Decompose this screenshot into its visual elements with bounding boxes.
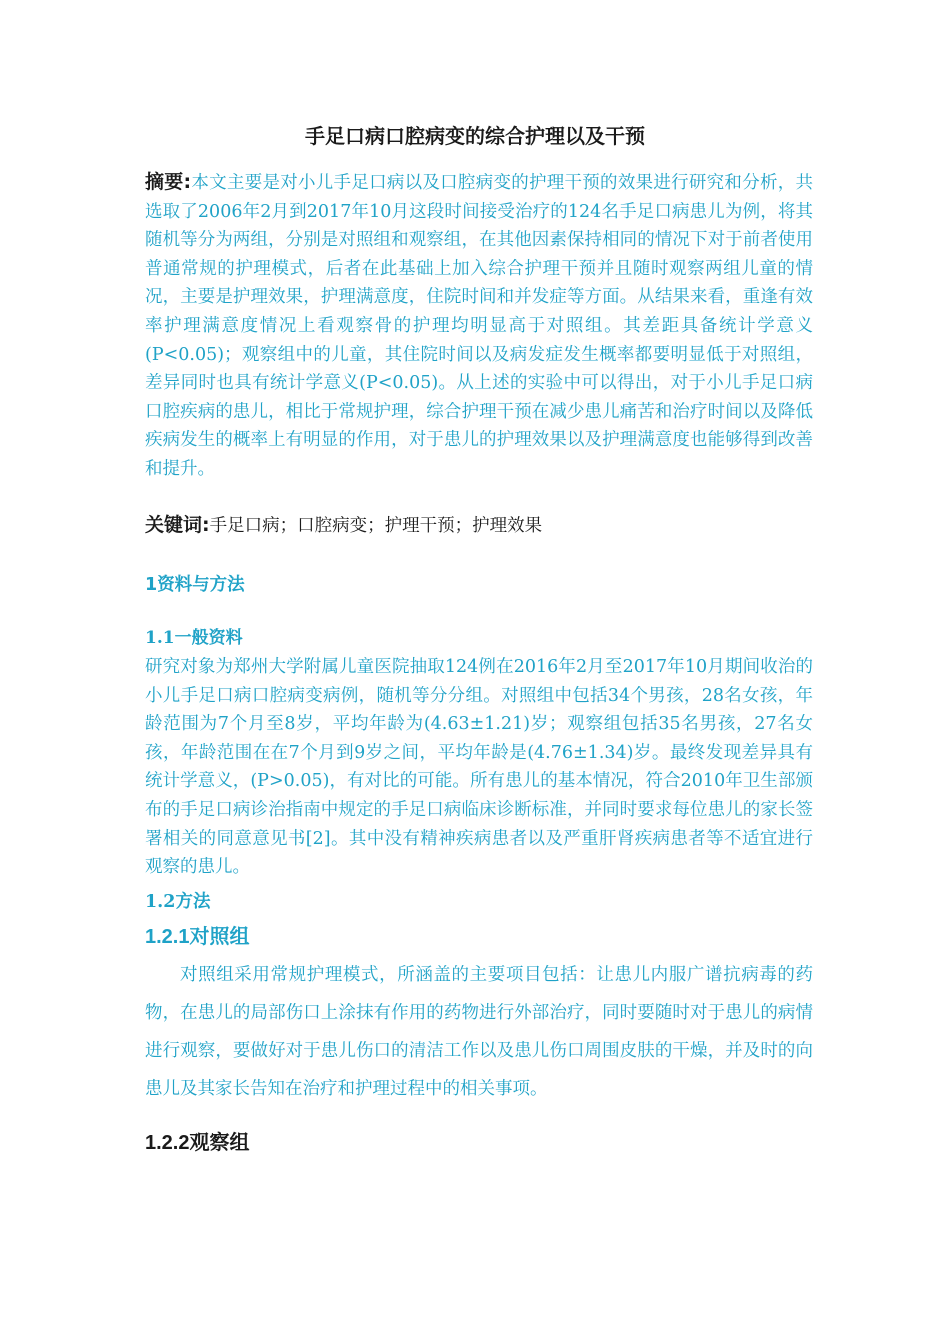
section-1-2-1-title: 对照组 xyxy=(189,924,250,948)
section-1-title: 资料与方法 xyxy=(157,575,245,595)
section-1-2-2-number: 1.2.2 xyxy=(145,1132,190,1154)
abstract-text: 本文主要是对小儿手足口病以及口腔病变的护理干预的效果进行研究和分析，共选取了2006年2月到2017年10月这段时间接受治疗的124名手足口病患儿为例，将其随机等分为两组，分别是对照组和观察组，在其他因素保持相同的情况下对于前者使用普通常规的护理模式，后者在此基础上加入综合护理干预并且随时观察两组儿童的情况，主要是护理效果，护理满意度，住院时间和并发症等方面。从结果来看，重逢有效率护理满意度情况上看观察骨的护理均明显高于对照组。其差距具备统计学意义(P<0.05)；观察组中的儿童，其住院时间以及病发症发生概率都要明显低于对照组，差异同时也具有统计学意义(P<0.05)。从上述的实验中可以得出，对于小儿手足口病口腔疾病的患儿，相比于常规护理，综合护理干预在减少患儿痛苦和治疗时间以及降低疾病发生的概率上有明显的作用，对于患儿的护理效果以及护理满意度也能够得到改善和提升。 xyxy=(145,173,813,479)
abstract-paragraph xyxy=(145,168,813,484)
section-1-1-body: 研究对象为郑州大学附属儿童医院抽取124例在2016年2月至2017年10月期间收治的小儿手足口病口腔病变病例，随机等分分组。对照组中包括34个男孩，28名女孩，年龄范围为7个月至8岁，平均年龄为(4.63±1.21)岁；观察组包括35名男孩，27名女孩，年龄范围在在7个月到9岁之间，平均年龄是(4.76±1.34)岁。最终发现差异具有统计学意义，(P>0.05)，有对比的可能。所有患儿的基本情况，符合2010年卫生部颁布的手足口病诊治指南中规定的手足口病临床诊断标准，并同时要求每位患儿的家长签署相关的同意意见书[2]。其中没有精神疾病患者以及严重肝肾疾病患者等不适宜进行观察的患儿。 xyxy=(145,657,813,878)
section-1-2-1-body: 对照组采用常规护理模式，所涵盖的主要项目包括：让患儿内服广谱抗病毒的药物，在患儿的局部伤口上涂抹有作用的药物进行外部治疗，同时要随时对于患儿的病情进行观察，要做好对于患儿伤口的清洁工作以及患儿伤口周围皮肤的干燥，并及时的向患儿及其家长告知在治疗和护理过程中的相关事项。 xyxy=(145,965,813,1099)
keywords-line xyxy=(145,510,813,541)
section-1-2-2-heading xyxy=(145,1126,249,1159)
keywords-text: 手足口病；口腔病变；护理干预；护理效果 xyxy=(209,516,543,536)
document-title: 手足口病口腔病变的综合护理以及干预 xyxy=(305,124,645,148)
section-1-2-2-title: 观察组 xyxy=(189,1130,250,1154)
section-1-2-heading: 1.2方法 xyxy=(145,892,211,912)
section-1-number: 1 xyxy=(145,575,158,595)
section-1-2-1-heading xyxy=(145,920,249,953)
section-1-1-heading: 1.1一般资料 xyxy=(145,628,243,648)
keywords-label: 关键词: xyxy=(145,514,210,536)
section-1-2-1-number: 1.2.1 xyxy=(145,926,190,948)
section-1-heading xyxy=(145,570,245,600)
abstract-label: 摘要: xyxy=(145,171,192,193)
